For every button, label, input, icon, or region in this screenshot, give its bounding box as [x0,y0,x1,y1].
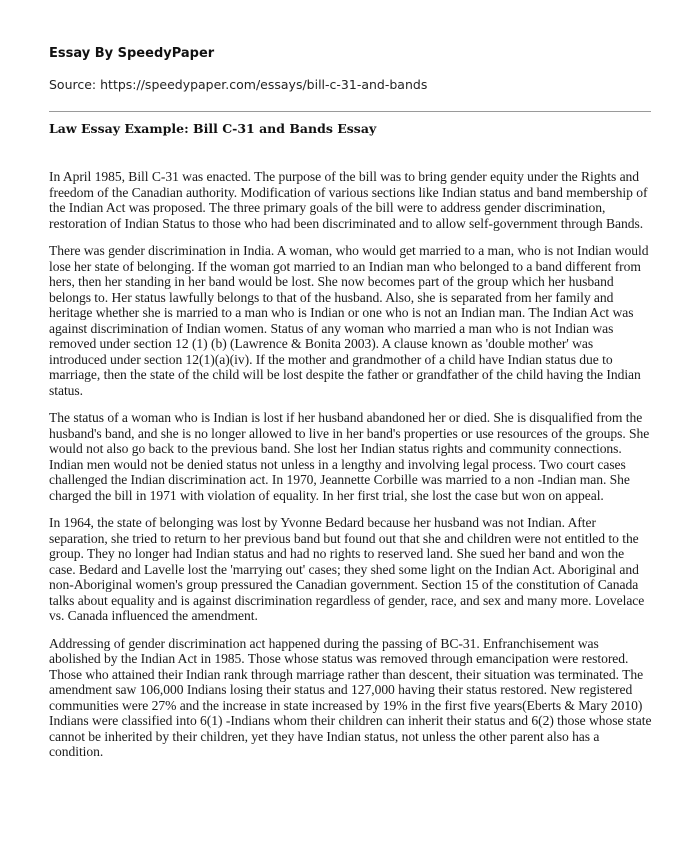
essay-body [49,169,653,772]
publisher-brand: Essay By SpeedyPaper [49,46,215,61]
paragraph: Addressing of gender discrimination act happened during the passing of BC-31. Enfranchisement was abolished by the Indian Act in 1985. Those whose status was removed through emancipation were restored. Those who attained their Indian rank through marriage rather than descent, their situation was terminated. The amendment saw 106,000 Indians losing their status and 127,000 having their status restored. New registered communities were 27% and the increase in state increased by 19% in the first five years(Eberts & Mary 2010) Indians were classified into 6(1) -Indians whom their children can inherit their status and 6(2) those whose state cannot be inherited by their children, yet they have Indian status, not unless the other parent also has a condition. [49,635,652,759]
header-divider [49,111,651,112]
paragraph: There was gender discrimination in India. A woman, who would get married to a man, who is not Indian would lose her state of belonging. If the woman got married to an Indian man who belonged to a band different from hers, then her standing in her band would be lost. She now becomes part of the group which her husband belongs to. Her status lawfully belongs to that of the husband. Also, she is separated from her family and heritage whether she is married to a man who is Indian or one who is not an Indian man. The Indian Act was against discrimination of Indian women. Status of any woman who married a man who is not Indian was removed under section 12 (1) (b) (Lawrence & Bonita 2003). A clause known as 'double mother' was introduced under section 12(1)(a)(iv). If the mother and grandmother of a child have Indian status due to marriage, then the state of the child will be lost despite the father or grandfather of the child having the Indian status. [49,243,649,398]
paragraph: In April 1985, Bill C-31 was enacted. The purpose of the bill was to bring gender equity under the Rights and freedom of the Canadian authority. Modification of various sections like Indian status and band membership of the Indian Act was proposed. The three primary goals of the bill were to address gender discrimination, restoration of Indian Status to those who had been discriminated and to allow self-government through Bands. [49,169,648,231]
source-line [49,77,427,92]
source-link[interactable]: https://speedypaper.com/essays/bill-c-31-and-bands [100,77,428,92]
source-label: Source: [49,77,101,92]
essay-title: Law Essay Example: Bill C-31 and Bands Essay [49,121,377,136]
paragraph: In 1964, the state of belonging was lost by Yvonne Bedard because her husband was not Indian. After separation, she tried to return to her previous band but found out that she and children were not entitled to the group. They no longer had Indian status and had no rights to reserved land. She sued her band and won the case. Bedard and Lavelle lost the 'marrying out' cases; they shed some light on the Indian Act. Aboriginal and non-Aboriginal women's group pressured the Canadian government. Section 15 of the constitution of Canada talks about equality and is against discrimination regardless of gender, race, and sex and many more. Lovelace vs. Canada influenced the amendment. [49,515,645,623]
paragraph: The status of a woman who is Indian is lost if her husband abandoned her or died. She is disqualified from the husband's band, and she is no longer allowed to live in her band's properties or use resources of the groups. She would not also go back to the previous band. She lost her Indian status rights and community connections. Indian men would not be denied status not unless in a lengthy and involving legal process. Two court cases challenged the Indian discrimination act. In 1970, Jeannette Corbille was married to a non -Indian man. She charged the bill in 1971 with violation of equality. In her first trial, she lost the case but won on appeal. [49,410,650,503]
